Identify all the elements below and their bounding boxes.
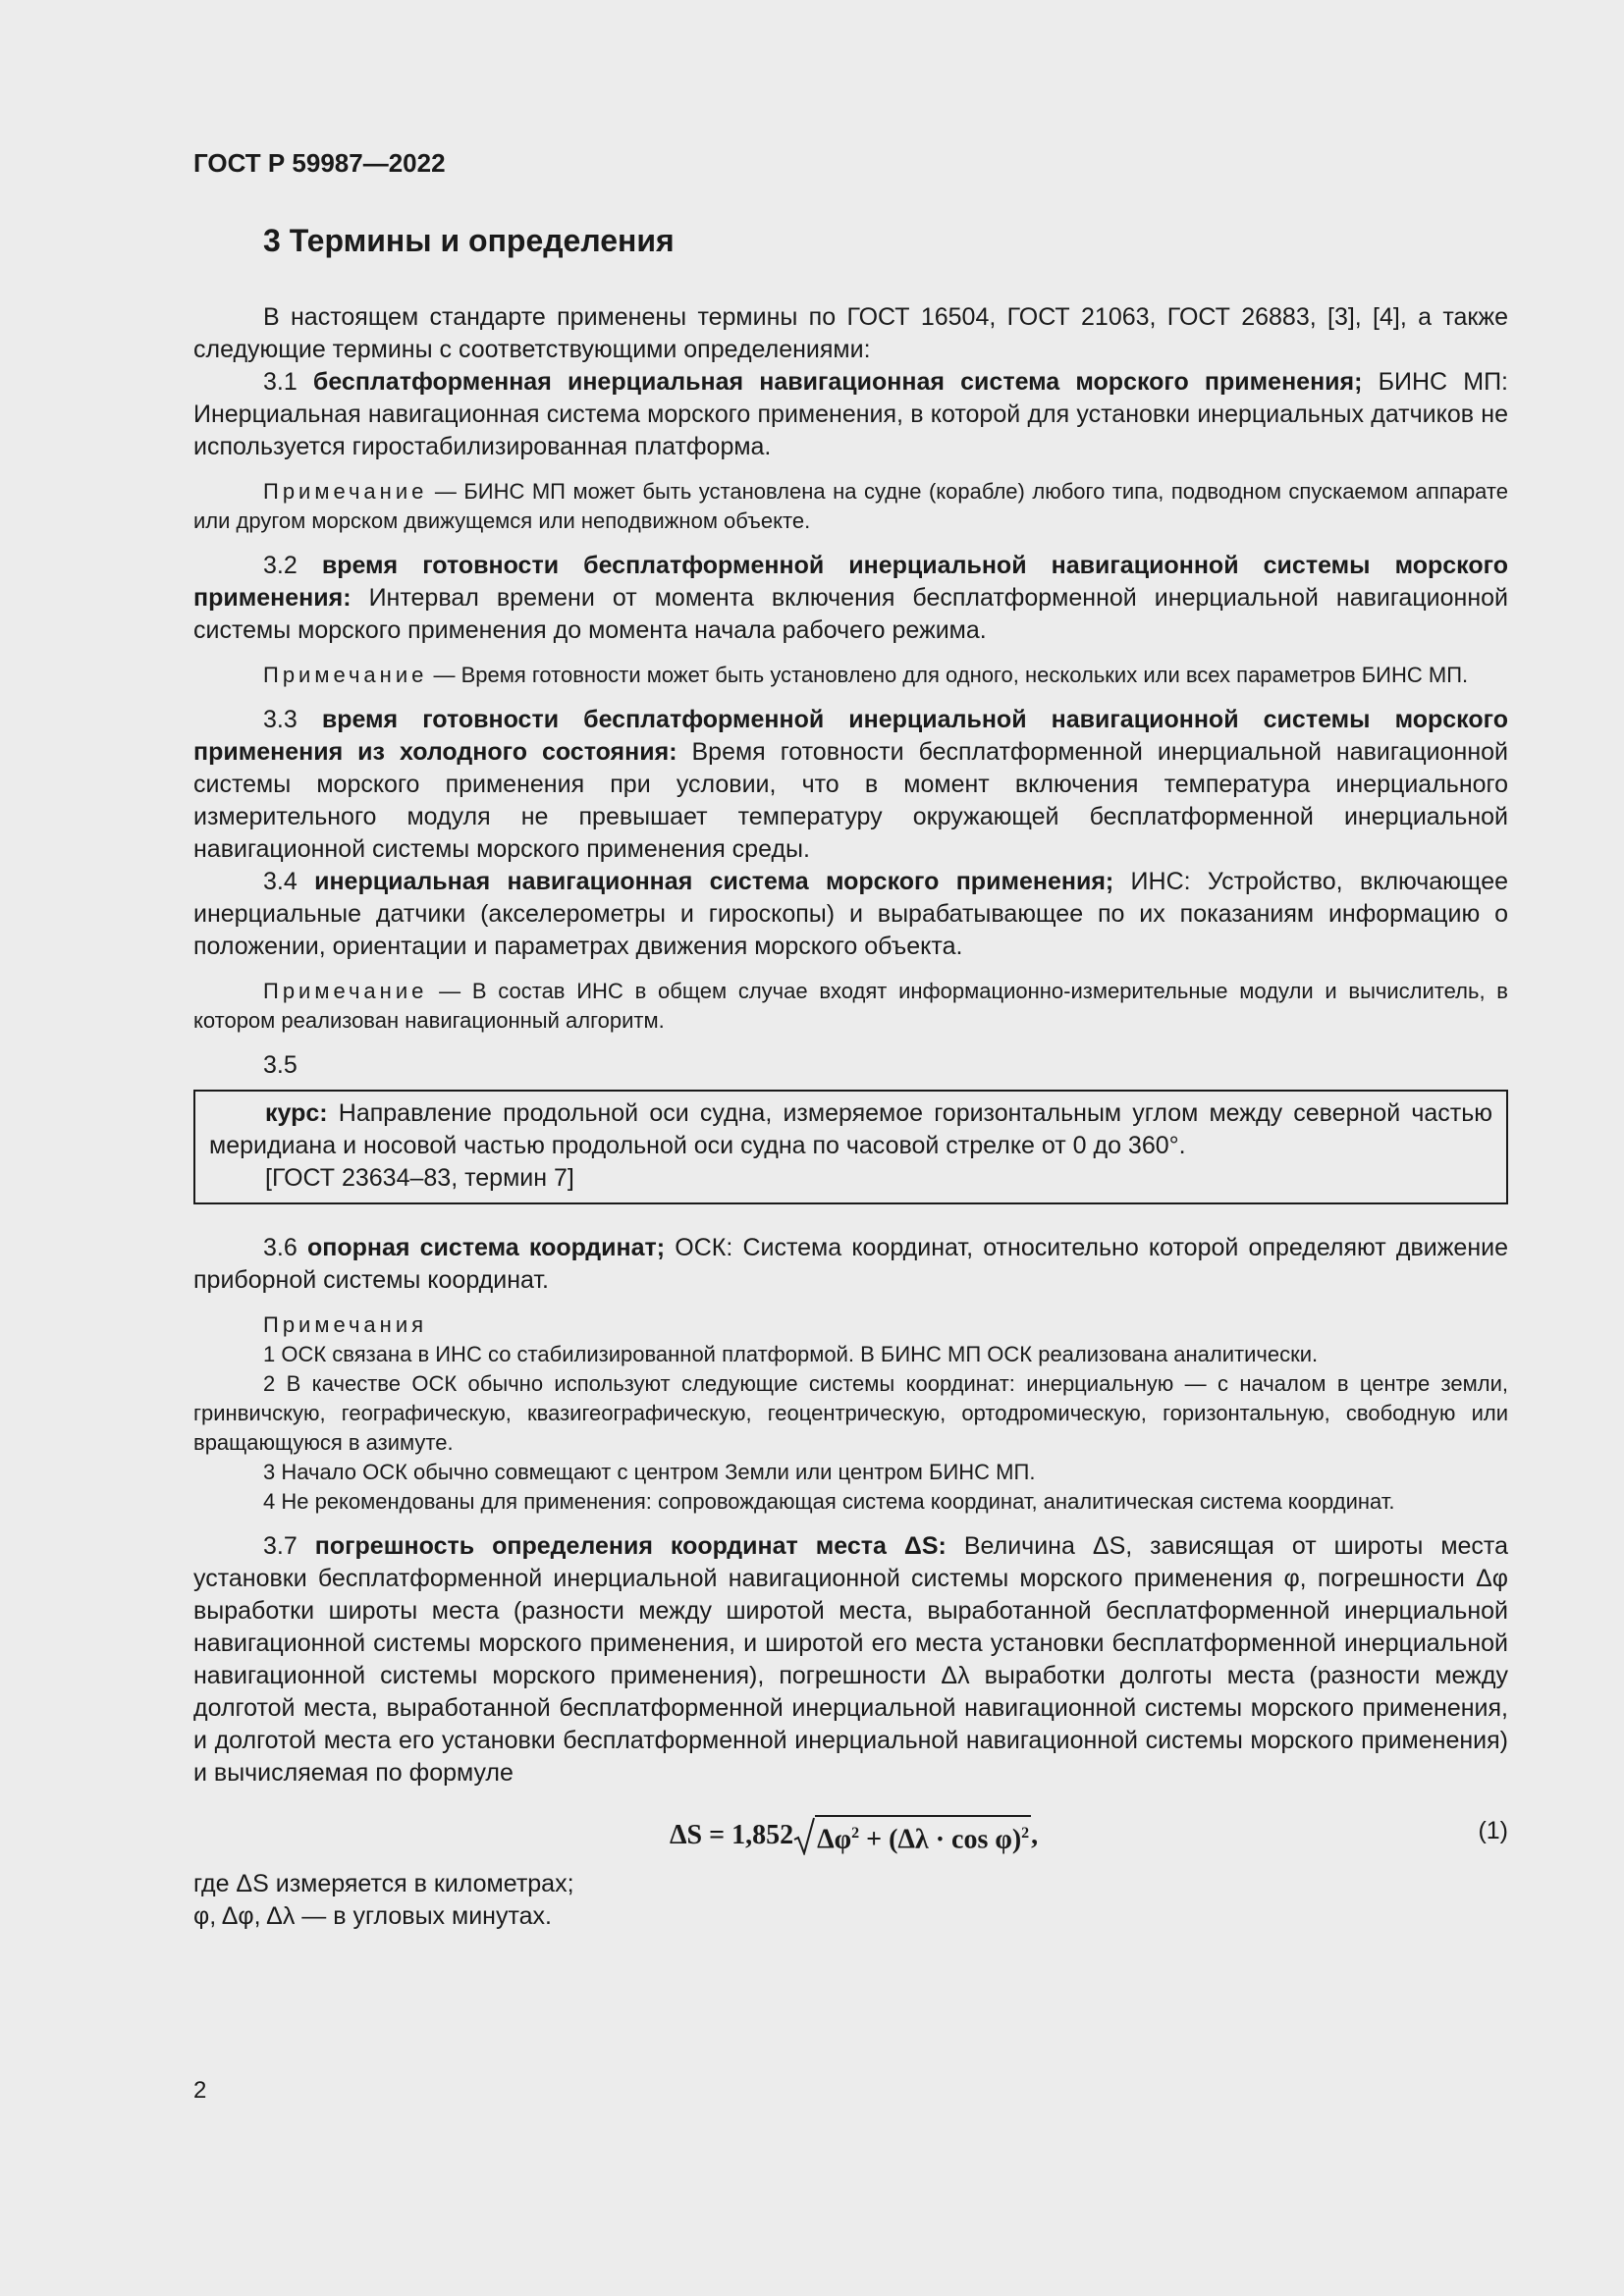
note-label: Примечание: [263, 979, 428, 1003]
term-name: курс:: [265, 1099, 328, 1127]
term-definition: БИНС МП: Инерциальная навигационная система морского применения, в которой для установки инерциальных датчиков не используется гиростабилизированная платформа.: [193, 368, 1508, 460]
term-3-6: [193, 1232, 1508, 1297]
formula-where: [193, 1868, 1508, 1933]
section-title: 3 Термины и определения: [263, 223, 675, 258]
term-definition: Направление продольной оси судна, измеряемое горизонтальным углом между северной частью меридиана и носовой частью продольной оси судна по часовой стрелке от 0 до 360°.: [209, 1099, 1492, 1159]
formula-tail: ,: [1031, 1820, 1039, 1851]
note-item: 1 ОСК связана в ИНС со стабилизированной платформой. В БИНС МП ОСК реализована аналитически.: [263, 1342, 1319, 1366]
page-number: 2: [193, 2077, 207, 2104]
square-root: [793, 1815, 1031, 1855]
radical-sign-icon: [793, 1816, 815, 1855]
document-code: ГОСТ Р 59987—2022: [193, 148, 446, 178]
notes-label: Примечания: [263, 1312, 428, 1337]
note-3-1: [193, 477, 1508, 536]
where-line: φ, Δφ, Δλ — в угловых минутах.: [193, 1902, 552, 1930]
term-number: 3.7: [263, 1532, 315, 1560]
term-3-5-number: 3.5: [263, 1051, 298, 1079]
radicand-term: + (Δλ · cos φ): [859, 1824, 1022, 1855]
term-3-7: [193, 1530, 1508, 1789]
formula-lhs: ΔS = 1,852: [670, 1820, 794, 1851]
term-definition: ОСК: Система координат, относительно которой определяют движение приборной системы координат.: [193, 1234, 1508, 1294]
note-label: Примечание: [263, 663, 428, 687]
term-name: бесплатформенная инерциальная навигационная система морского применения;: [312, 368, 1363, 396]
term-3-3: [193, 704, 1508, 866]
term-3-4: [193, 866, 1508, 963]
term-name: опорная система координат;: [306, 1234, 666, 1261]
term-number: 3.1: [263, 368, 313, 396]
note-label: Примечание: [263, 479, 428, 504]
term-number: 3.4: [263, 868, 315, 895]
notes-3-6: [193, 1310, 1508, 1517]
equation-number: (1): [1478, 1817, 1508, 1844]
term-definition: Время готовности бесплатформенной инерциальной навигационной системы морского применения при условии, что в момент включения температура инерциального измерительного модуля не превышает температуру окружающей бесплатформенной инерциальной навигационной системы морского применения среды.: [193, 738, 1509, 863]
term-name: погрешность определения координат места ΔS:: [314, 1532, 947, 1560]
radicand-term: Δφ: [817, 1824, 852, 1855]
exponent: 2: [851, 1825, 860, 1842]
note-item: 4 Не рекомендованы для применения: сопровождающая система координат, аналитическая система координат.: [263, 1489, 1395, 1514]
note-text: — БИНС МП может быть установлена на судне (корабле) любого типа, подводном спускаемом аппарате или другом морском движущемся или неподвижном объекте.: [193, 479, 1508, 533]
term-source: [ГОСТ 23634–83, термин 7]: [265, 1164, 574, 1192]
term-3-1: [193, 366, 1508, 463]
radicand: [815, 1815, 1031, 1855]
term-definition: Интервал времени от момента включения бесплатформенной инерциальной навигационной системы морского применения до момента начала рабочего режима.: [193, 584, 1508, 644]
formula: [670, 1815, 1038, 1855]
exponent: 2: [1021, 1825, 1030, 1842]
term-3-2: [193, 550, 1508, 647]
term-number: 3.2: [263, 552, 322, 579]
term-definition: Величина ΔS, зависящая от широты места установки бесплатформенной инерциальной навигационной системы морского применения φ, погрешности Δφ выработки широты места (разности между широтой места, выработанной бесплатформенной инерциальной навигационной системы морского применения, и широтой его места установки бесплатформенной инерциальной навигационной системы морского применения), погрешности Δλ выработки долготы места (разности между долготой места, выработанной бесплатформенной инерциальной навигационной системы морского применения, и долготой места его установки бесплатформенной инерциальной навигационной системы морского применения) и вычисляемая по формуле: [193, 1532, 1508, 1787]
note-3-4: [193, 977, 1508, 1036]
document-body: [193, 221, 1508, 1933]
term-3-5-box: [193, 1090, 1508, 1204]
note-3-2: [193, 661, 1508, 690]
note-item: 3 Начало ОСК обычно совмещают с центром Земли или центром БИНС МП.: [263, 1460, 1036, 1484]
term-name: инерциальная навигационная система морского применения;: [314, 868, 1114, 895]
term-definition: ИНС: Устройство, включающее инерциальные датчики (акселерометры и гироскопы) и вырабатывающее по их показаниям информацию о положении, ориентации и параметрах движения морского объекта.: [193, 868, 1509, 960]
note-text: — Время готовности может быть установлено для одного, нескольких или всех параметров БИНС МП.: [427, 663, 1469, 687]
term-name: время готовности бесплатформенной инерциальной навигационной системы морского применения из холодного состояния:: [193, 706, 1508, 766]
term-number: 3.3: [263, 706, 322, 733]
formula-row: [193, 1803, 1508, 1868]
intro-paragraph: В настоящем стандарте применены термины по ГОСТ 16504, ГОСТ 21063, ГОСТ 26883, [3], [4], а также следующие термины с соответствующими определениями:: [193, 303, 1508, 363]
term-number: 3.6: [263, 1234, 307, 1261]
note-text: — В состав ИНС в общем случае входят информационно-измерительные модули и вычислитель, в котором реализован навигационный алгоритм.: [193, 979, 1508, 1033]
term-name: время готовности бесплатформенной инерциальной навигационной системы морского применения:: [193, 552, 1508, 612]
term-3-5: [209, 1097, 1492, 1162]
where-line: где ΔS измеряется в километрах;: [193, 1870, 574, 1897]
note-item: 2 В качестве ОСК обычно используют следующие системы координат: инерциальную — с началом в центре земли, гринвичскую, географическую, квазигеографическую, геоцентрическую, ортодромическую, горизонтальную, свободную или вращающуюся в азимуте.: [193, 1371, 1508, 1455]
